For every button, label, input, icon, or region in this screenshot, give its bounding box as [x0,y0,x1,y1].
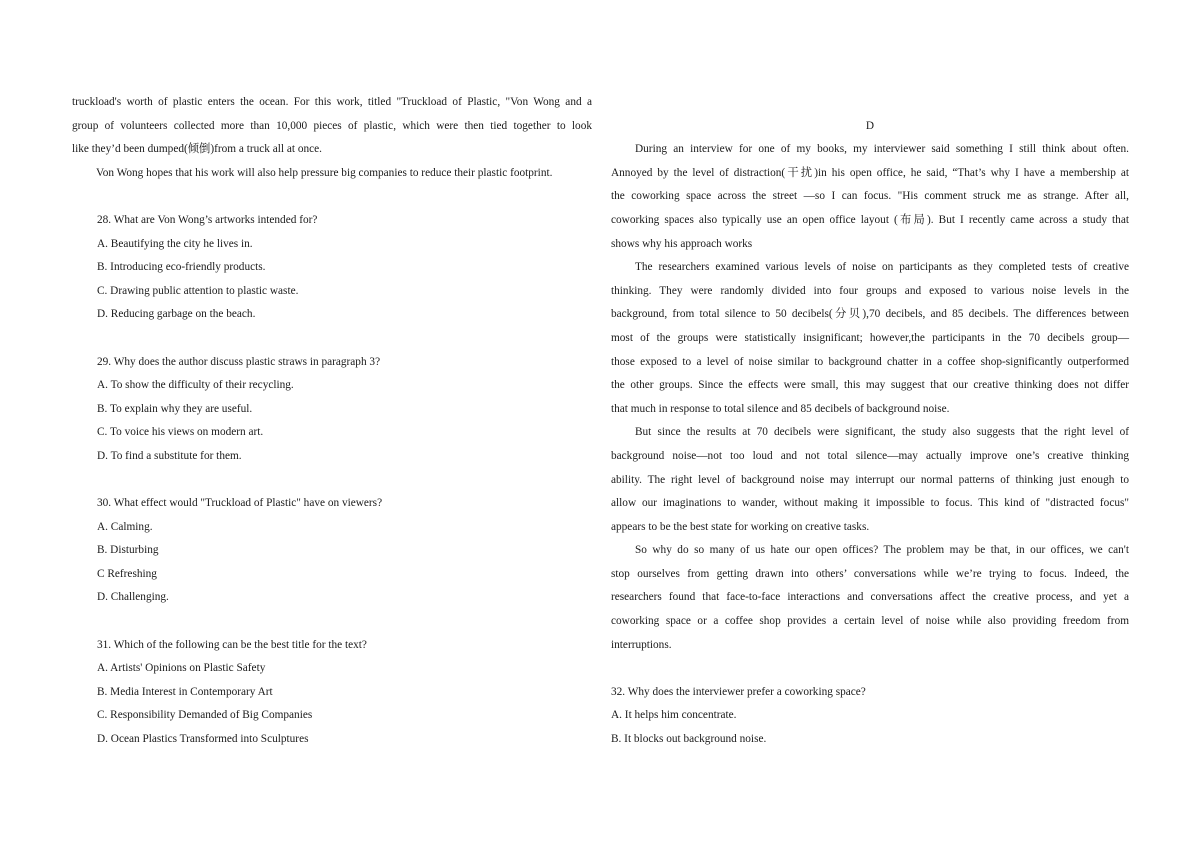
answer-option[interactable]: B. It blocks out background noise. [611,733,767,746]
passage-line: researchers found that face-to-face interactions and conversations affect the creative process, and yet a [611,591,1129,604]
answer-option[interactable]: A. It helps him concentrate. [611,709,737,722]
passage-line: most of the groups were statistically insignificant; however,the participants in the 70 decibels group— [611,331,1129,344]
paragraph [611,539,1129,657]
spacer [72,327,592,351]
passage-line: that much in response to total silence and 85 decibels of background noise. [611,402,950,415]
answer-option[interactable]: D. Challenging. [97,591,169,604]
answer-option[interactable]: C Refreshing [97,567,157,580]
answer-option[interactable]: C. Responsibility Demanded of Big Companies [97,709,313,722]
passage-line: background noise—not too loud and not total silence—may actually improve one’s creative thinking [611,449,1129,462]
answer-option[interactable]: A. Calming. [97,520,153,533]
paragraph [611,138,1129,256]
passage-line: like they’d been dumped(倾倒)from a truck all at once. [72,143,323,156]
answer-option[interactable]: D. To find a substitute for them. [97,449,242,462]
question-stem: 32. Why does the interviewer prefer a coworking space? [611,685,866,698]
passage-line: truckload's worth of plastic enters the ocean. For this work, titled "Truckload of Plastic, "Von Wong and a [72,96,592,108]
answer-option[interactable]: C. Drawing public attention to plastic waste. [97,284,299,297]
answer-option[interactable]: A. To show the difficulty of their recycling. [97,379,294,392]
question-stem: 31. Which of the following can be the best title for the text? [97,638,367,651]
passage-line: group of volunteers collected more than 10,000 pieces of plastic, which were then tied together to look [72,119,592,132]
section-letter: D [865,119,875,132]
passage-line: those exposed to a level of noise similar to background chatter in a coffee shop-significantly outperformed [611,355,1129,368]
right-column [611,91,1129,752]
left-column [72,91,592,752]
spacer [611,657,1129,681]
passage-line: During an interview for one of my books, my interviewer said something I still think about often. [635,143,1129,156]
question-stem: 28. What are Von Wong’s artworks intended for? [97,213,318,226]
passage-line: interruptions. [611,638,672,651]
spacer [72,469,592,493]
answer-option[interactable]: B. To explain why they are useful. [97,402,253,415]
question-stem: 30. What effect would "Truckload of Plastic" have on viewers? [97,497,383,510]
passage-line: So why do so many of us hate our open offices? The problem may be that, in our offices, we can't [635,544,1129,557]
passage-line: the coworking space across the street —so I can focus. "His comment struck me as strange. After all, [611,190,1129,203]
passage-line: shows why his approach works [611,237,753,250]
answer-option[interactable]: C. To voice his views on modern art. [97,426,264,439]
spacer [611,91,1129,115]
answer-option[interactable]: A. Beautifying the city he lives in. [97,237,253,250]
question-stem: 29. Why does the author discuss plastic straws in paragraph 3? [97,355,381,368]
passage-line: allow our imaginations to wander, without making it impossible to focus. This kind of "distracted focus" [611,497,1129,510]
spacer [72,185,592,209]
spacer [72,610,592,634]
answer-option[interactable]: B. Media Interest in Contemporary Art [97,685,273,698]
passage-line: But since the results at 70 decibels were significant, the study also suggests that the right level of [635,426,1129,439]
passage-line: coworking spaces also typically use an open office layout (布局). But I recently came across a study that [611,213,1129,226]
paragraph [611,421,1129,539]
passage-line: background, from total silence to 50 decibels(分贝),70 decibels, and 85 decibels. The differences between [611,308,1129,321]
answer-option[interactable]: B. Introducing eco-friendly products. [97,261,266,274]
answer-option[interactable]: A. Artists' Opinions on Plastic Safety [97,662,266,675]
passage-line: The researchers examined various levels of noise on participants as they completed tests of creative [635,261,1129,274]
passage-line: appears to be the best state for working on creative tasks. [611,520,870,533]
answer-option[interactable]: D. Reducing garbage on the beach. [97,308,256,321]
passage-line: the other groups. Since the effects were small, this may suggest that our creative thinking does not differ [611,379,1129,392]
passage-line: coworking space or a coffee shop provides a certain level of noise while also providing freedom from [611,615,1129,628]
passage-line: Annoyed by the level of distraction(干扰)in his open office, he said, “That’s why I have a membership at [611,166,1129,179]
answer-option[interactable]: B. Disturbing [97,544,159,557]
paragraph [611,256,1129,421]
passage-line: stop ourselves from getting drawn into others’ conversations while we’re trying to focus. Indeed, the [611,567,1129,580]
answer-option[interactable]: D. Ocean Plastics Transformed into Sculptures [97,733,309,746]
closing-paragraph: Von Wong hopes that his work will also help pressure big companies to reduce their plastic footprint. [96,166,553,179]
passage-line: thinking. They were randomly divided into four groups and exposed to various noise levels in the [611,284,1129,297]
passage-line: ability. The right level of background noise may interrupt our normal patterns of thinking just enough to [611,473,1129,486]
